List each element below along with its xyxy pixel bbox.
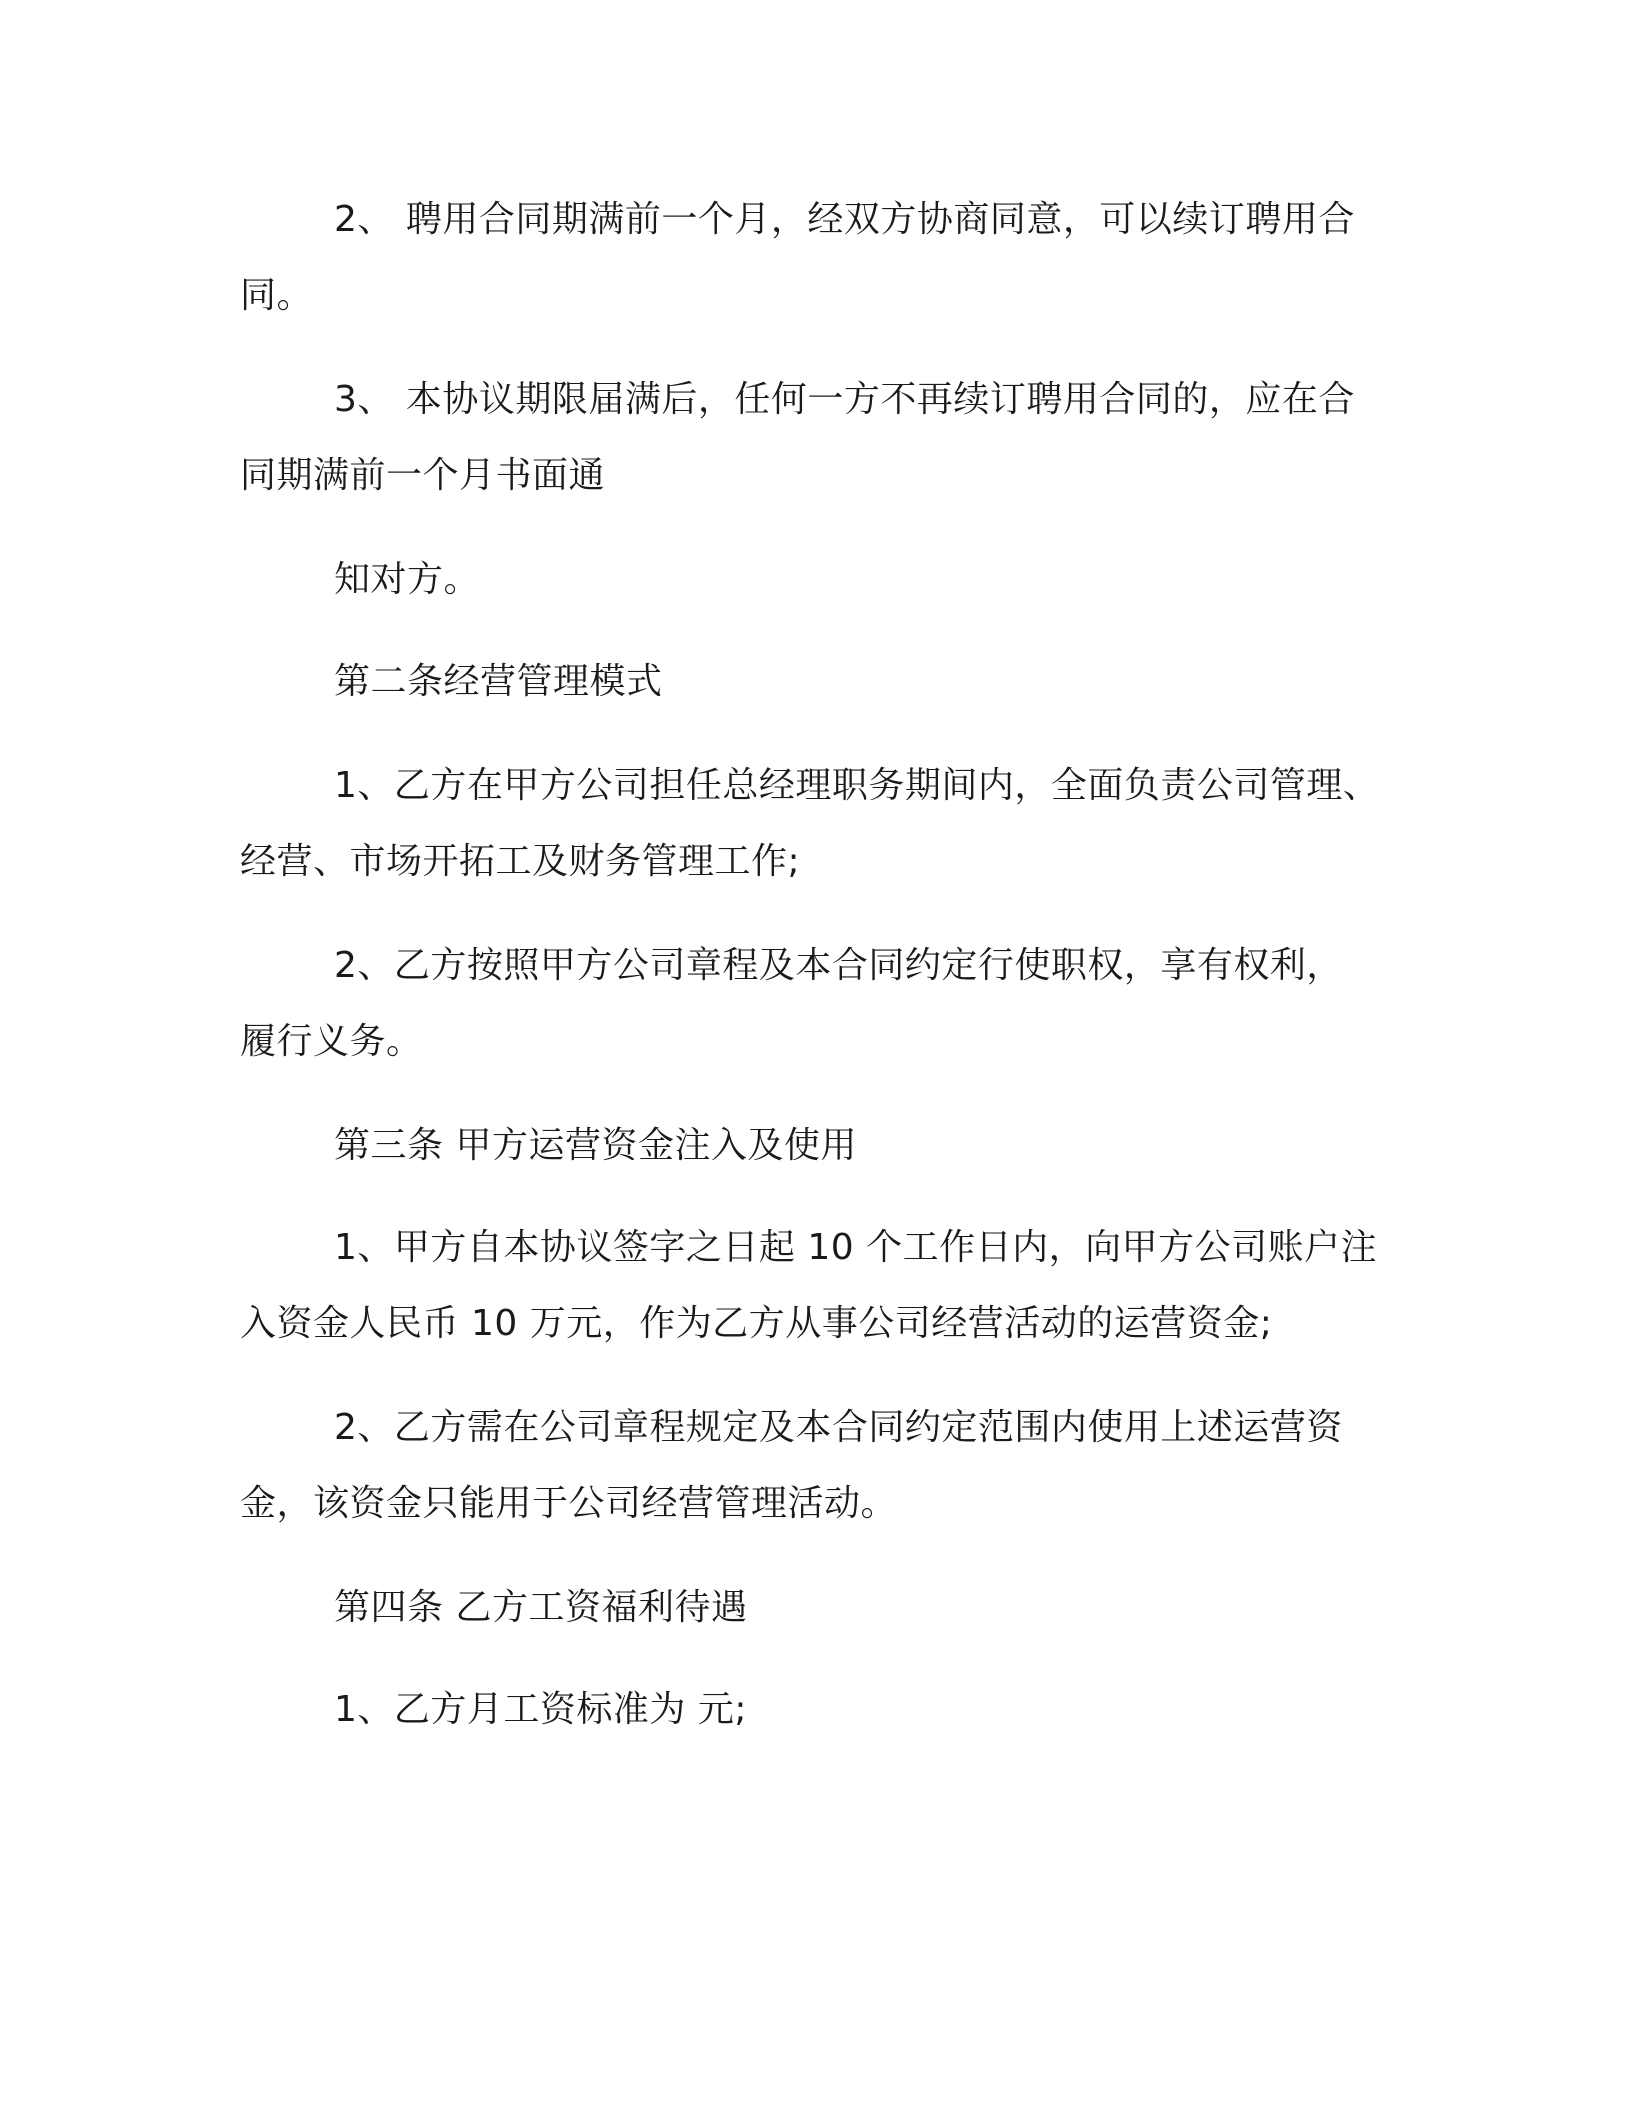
paragraph-line: 3、 本协议期限届满后，任何一方不再续订聘用合同的，应在合: [334, 379, 1355, 420]
paragraph-line: 2、 聘用合同期满前一个月，经双方协商同意，可以续订聘用合: [334, 199, 1355, 240]
paragraph-line: 经营、市场开拓工及财务管理工作;: [240, 841, 801, 882]
paragraph-line: 入资金人民币 10 万元，作为乙方从事公司经营活动的运营资金;: [240, 1303, 1273, 1344]
section-heading: 第四条 乙方工资福利待遇: [334, 1587, 748, 1628]
paragraph-line: 1、甲方自本协议签字之日起 10 个工作日内，向甲方公司账户注: [334, 1227, 1378, 1268]
paragraph-line: 1、乙方月工资标准为 元;: [334, 1689, 747, 1730]
paragraph-line: 同期满前一个月书面通: [240, 455, 606, 496]
section-heading: 第三条 甲方运营资金注入及使用: [334, 1125, 857, 1166]
paragraph-line: 1、乙方在甲方公司担任总经理职务期间内，全面负责公司管理、: [334, 765, 1380, 806]
paragraph-line: 知对方。: [334, 559, 481, 600]
section-heading: 第二条经营管理模式: [334, 661, 663, 702]
paragraph-line: 履行义务。: [240, 1021, 423, 1062]
paragraph-line: 2、乙方按照甲方公司章程及本合同约定行使职权，享有权利，: [334, 945, 1343, 986]
paragraph-line: 同。: [240, 275, 314, 316]
paragraph-line: 2、乙方需在公司章程规定及本合同约定范围内使用上述运营资: [334, 1407, 1343, 1448]
paragraph-line: 金，该资金只能用于公司经营管理活动。: [240, 1483, 898, 1524]
